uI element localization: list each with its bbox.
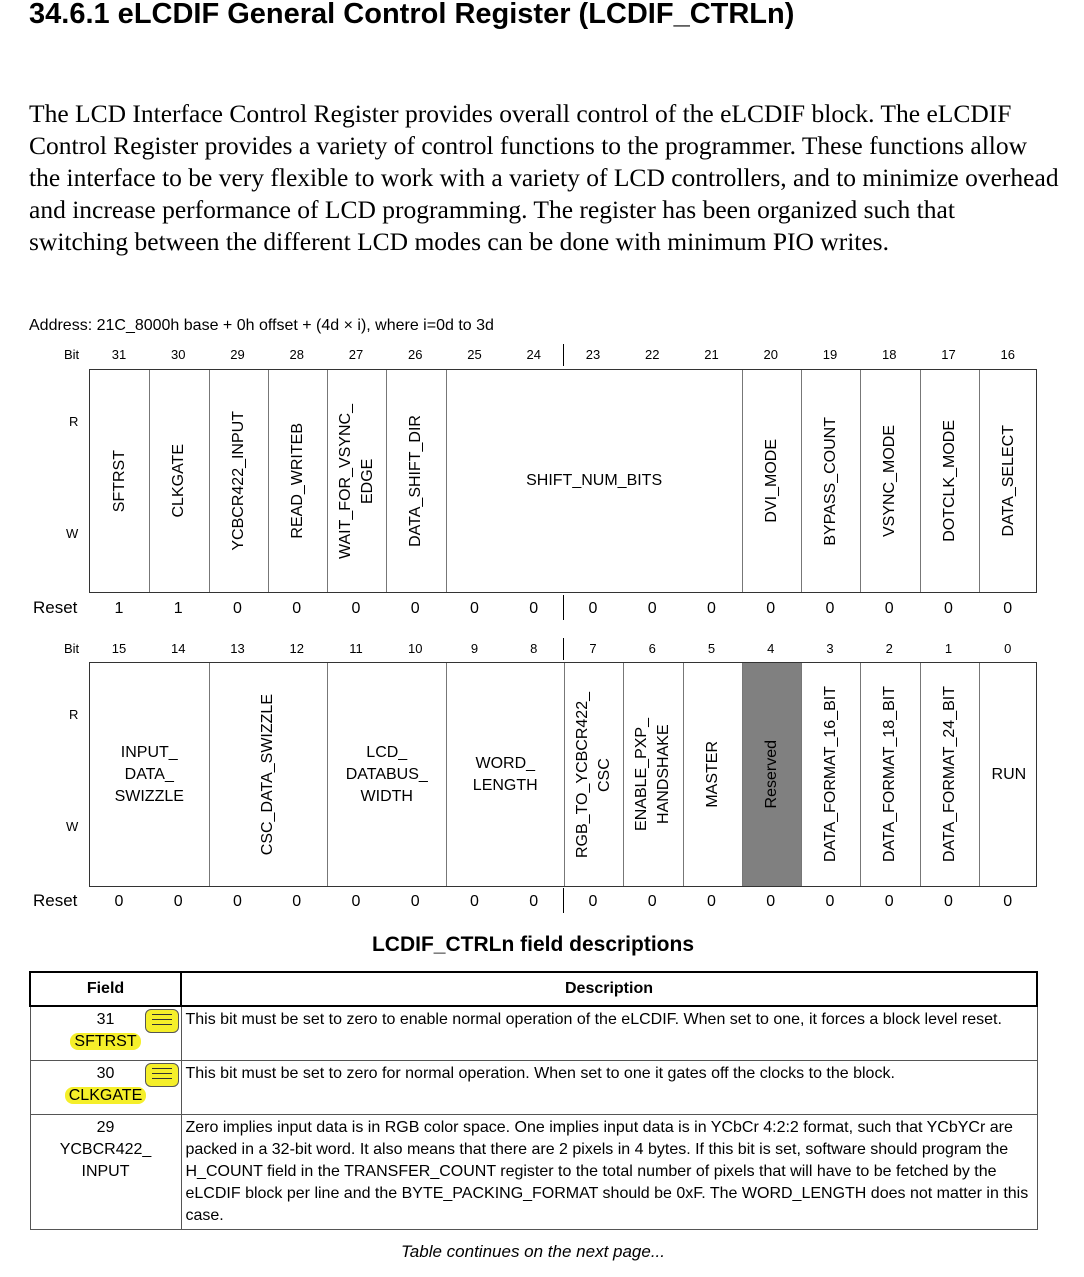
- reset-value: 0: [884, 893, 894, 910]
- reset-value: 0: [114, 893, 124, 910]
- field-csc-data-swizzle: [209, 663, 328, 886]
- reset-value: 0: [470, 893, 479, 910]
- description-cell: Zero implies input data is in RGB color space. One implies input data is in YCbCr 4:2:2 format, such that YCbYCr are packed in a 32-bit word. It also means that there are 2 pixels in 4 bytes. If this bit is set, software should program the H_COUNT field in the TRANSFER_COUNT register to the total number of pixels that will have to be fetched by the eLCDIF block per line and the BYTE_PACKING_FORMAT should be 0xF. The WORD_LENGTH does not matter in this case.: [181, 1115, 1037, 1230]
- field-name: BYPASS_COUNT: [822, 416, 840, 546]
- reset-value: 0: [647, 893, 657, 910]
- bit-number: 6: [648, 641, 656, 656]
- field-ycbcr422-input: [209, 370, 268, 592]
- caption-text: LCDIF_CTRLn field descriptions: [371, 933, 694, 956]
- field-data-format-16-bit: [801, 663, 860, 886]
- bit-number: 4: [767, 641, 775, 656]
- field-rgb-to-ycbcr422-csc: [564, 663, 623, 886]
- field-data-format-18-bit: [860, 663, 919, 886]
- field-name: [35, 1085, 177, 1107]
- table-caption: [0, 933, 1066, 957]
- field-name: DATA_SHIFT_DIR: [407, 415, 425, 547]
- bit-number: 22: [645, 347, 660, 362]
- reset-label: Reset: [33, 598, 78, 617]
- reset-value: 0: [1003, 600, 1013, 617]
- field-bit: 31: [96, 1011, 115, 1028]
- bit-number: 20: [763, 347, 778, 362]
- field-clkgate: [149, 370, 208, 592]
- write-label: W: [66, 819, 79, 834]
- bit-number: 8: [530, 641, 538, 656]
- reset-value: 0: [233, 893, 242, 910]
- bit-number: 9: [470, 641, 479, 656]
- register-row-lower: [89, 662, 1037, 887]
- bit-number: 18: [882, 347, 897, 362]
- field-name: SHIFT_NUM_BITS: [526, 472, 663, 489]
- field-name-text: YCBCR422_ INPUT: [59, 1141, 152, 1180]
- bit-number: 29: [230, 347, 245, 362]
- reset-value: 0: [529, 600, 539, 617]
- reset-value: 0: [707, 600, 716, 617]
- field-cell: [30, 1115, 181, 1230]
- reset-value: 0: [766, 893, 776, 910]
- field-wait-for-vsync-edge: [327, 370, 386, 592]
- bit-number: 27: [348, 347, 364, 362]
- reset-value: 0: [351, 893, 361, 910]
- reset-value: 1: [173, 600, 183, 617]
- field-name: [35, 1139, 177, 1183]
- reset-value: 0: [292, 600, 302, 617]
- bit-number: 0: [1004, 641, 1012, 656]
- bit-number: 2: [885, 641, 893, 656]
- field-bit: 29: [96, 1119, 115, 1136]
- field-name: WAIT_FOR_VSYNC_ EDGE: [337, 403, 377, 559]
- reset-value: 0: [707, 893, 716, 910]
- reset-value: 0: [588, 893, 598, 910]
- description-cell: This bit must be set to zero for normal operation. When set to one it gates off the clocks to the block.: [181, 1061, 1037, 1115]
- reset-value: 0: [410, 893, 420, 910]
- field-name: [35, 1031, 177, 1053]
- field-name: CLKGATE: [170, 444, 188, 518]
- field-name: RGB_TO_YCBCR422_ CSC: [574, 691, 614, 858]
- bit-number: 5: [707, 641, 716, 656]
- comment-annotation-icon[interactable]: [145, 1063, 179, 1087]
- register-address: Address: 21C_8000h base + 0h offset + (4d × i), where i=0d to 3d: [29, 317, 494, 334]
- reset-value: 0: [588, 600, 598, 617]
- field-name: SFTRST: [110, 449, 128, 513]
- bit-number: 3: [826, 641, 834, 656]
- field-vsync-mode: [860, 370, 919, 592]
- reset-value: 0: [351, 600, 361, 617]
- bit-number: 28: [289, 347, 304, 362]
- bit-number: 21: [704, 347, 719, 362]
- field-name: RUN: [991, 765, 1027, 783]
- bit-number: 17: [941, 347, 956, 362]
- section-heading: 34.6.1 eLCDIF General Control Register (LCDIF_CTRLn): [29, 0, 795, 30]
- field-name: VSYNC_MODE: [881, 424, 899, 538]
- reset-value: 0: [647, 600, 657, 617]
- reset-value: 0: [410, 600, 420, 617]
- field-reserved: [742, 663, 801, 886]
- bit-number: 14: [171, 641, 186, 656]
- field-read-writeb: [268, 370, 327, 592]
- field-name-text: SFTRST: [70, 1033, 140, 1050]
- bit-number: 16: [1000, 347, 1015, 362]
- bit-number: 19: [822, 347, 838, 362]
- header-field: Field: [30, 972, 181, 1006]
- bit-number: 11: [349, 641, 363, 656]
- field-name: CSC_DATA_SWIZZLE: [259, 693, 277, 856]
- field-run: [979, 663, 1038, 886]
- field-name: DOTCLK_MODE: [940, 420, 958, 542]
- reset-value: 0: [233, 600, 242, 617]
- reset-value: 0: [173, 893, 183, 910]
- field-name: WORD_ LENGTH: [472, 754, 538, 794]
- read-label: R: [69, 414, 79, 429]
- bit-label: Bit: [64, 641, 80, 656]
- table-continues-note: Table continues on the next page...: [400, 1242, 665, 1261]
- bit-number: 15: [111, 641, 127, 656]
- field-word-length: [446, 663, 565, 886]
- reset-value: 0: [825, 893, 835, 910]
- bit-number: 24: [526, 347, 541, 362]
- description-cell: This bit must be set to zero to enable normal operation of the eLCDIF. When set to one, it forces a block level reset.: [181, 1006, 1037, 1061]
- field-sftrst: [90, 370, 149, 592]
- field-data-select: [979, 370, 1038, 592]
- reset-label: Reset: [33, 891, 78, 910]
- field-shift-num-bits: [446, 370, 742, 592]
- bit-number: 25: [467, 347, 482, 362]
- field-name: LCD_ DATABUS_ WIDTH: [345, 743, 428, 805]
- reset-value: 0: [292, 893, 302, 910]
- reset-value: 0: [766, 600, 776, 617]
- register-row-upper: [89, 369, 1037, 593]
- bit-number: 12: [289, 641, 304, 656]
- bit-number: 23: [585, 347, 601, 362]
- table-row: [30, 1006, 1037, 1061]
- field-data-shift-dir: [386, 370, 445, 592]
- field-name: ENABLE_PXP_ HANDSHAKE: [633, 718, 673, 831]
- intro-paragraph: The LCD Interface Control Register provides overall control of the eLCDIF block. The eLCDIF Control Register provides a variety of control functions to the programmer. These functions allow the interface to be very flexible to work with a variety of LCD controllers, and to minimize overhead and increase performance of LCD programming. The register has been organized such that switching between the different LCD modes can be done with minimum PIO writes.: [29, 99, 1059, 256]
- table-row: [30, 1061, 1037, 1115]
- field-name: DVI_MODE: [762, 439, 780, 523]
- field-name: DATA_FORMAT_24_BIT: [940, 686, 958, 863]
- field-dotclk-mode: [920, 370, 979, 592]
- reset-value: 0: [470, 600, 479, 617]
- reset-value: 1: [114, 600, 124, 617]
- field-lcd-databus-width: [327, 663, 446, 886]
- byte-divider: [563, 344, 564, 366]
- bit-number: 30: [171, 347, 186, 362]
- field-cell: [30, 1061, 181, 1115]
- field-name: READ_WRITEB: [288, 423, 306, 539]
- read-label: R: [69, 707, 79, 722]
- table-row: [30, 1115, 1037, 1230]
- field-master: [683, 663, 742, 886]
- field-name: Reserved: [762, 740, 780, 809]
- bit-number: 31: [111, 347, 127, 362]
- field-bit: 30: [96, 1065, 115, 1082]
- byte-divider: [563, 638, 564, 660]
- field-name-text: CLKGATE: [65, 1087, 147, 1104]
- comment-annotation-icon[interactable]: [145, 1009, 179, 1033]
- field-bypass-count: [801, 370, 860, 592]
- reset-value: 0: [944, 600, 953, 617]
- field-name: MASTER: [703, 741, 721, 808]
- field-name: YCBCR422_INPUT: [229, 411, 247, 551]
- field-name: DATA_FORMAT_16_BIT: [822, 686, 840, 863]
- bit-number: 26: [408, 347, 423, 362]
- field-descriptions-table: [29, 971, 1038, 1230]
- write-label: W: [66, 526, 79, 541]
- field-enable-pxp-handshake: [623, 663, 682, 886]
- field-dvi-mode: [742, 370, 801, 592]
- bit-number: 13: [230, 641, 245, 656]
- reset-value: 0: [529, 893, 539, 910]
- reset-value: 0: [884, 600, 894, 617]
- bit-number: 1: [944, 641, 953, 656]
- field-name: DATA_FORMAT_18_BIT: [881, 686, 899, 863]
- field-data-format-24-bit: [920, 663, 979, 886]
- field-name: DATA_SELECT: [999, 425, 1017, 537]
- reset-value: 0: [825, 600, 835, 617]
- reset-value: 0: [1003, 893, 1013, 910]
- field-name: INPUT_ DATA_ SWIZZLE: [114, 743, 184, 805]
- bit-number: 7: [589, 641, 597, 656]
- field-cell: [30, 1006, 181, 1061]
- reset-value: 0: [944, 893, 953, 910]
- field-input-data-swizzle: [90, 663, 209, 886]
- header-description: Description: [181, 972, 1037, 1006]
- bit-label: Bit: [64, 347, 80, 362]
- bit-number: 10: [408, 641, 423, 656]
